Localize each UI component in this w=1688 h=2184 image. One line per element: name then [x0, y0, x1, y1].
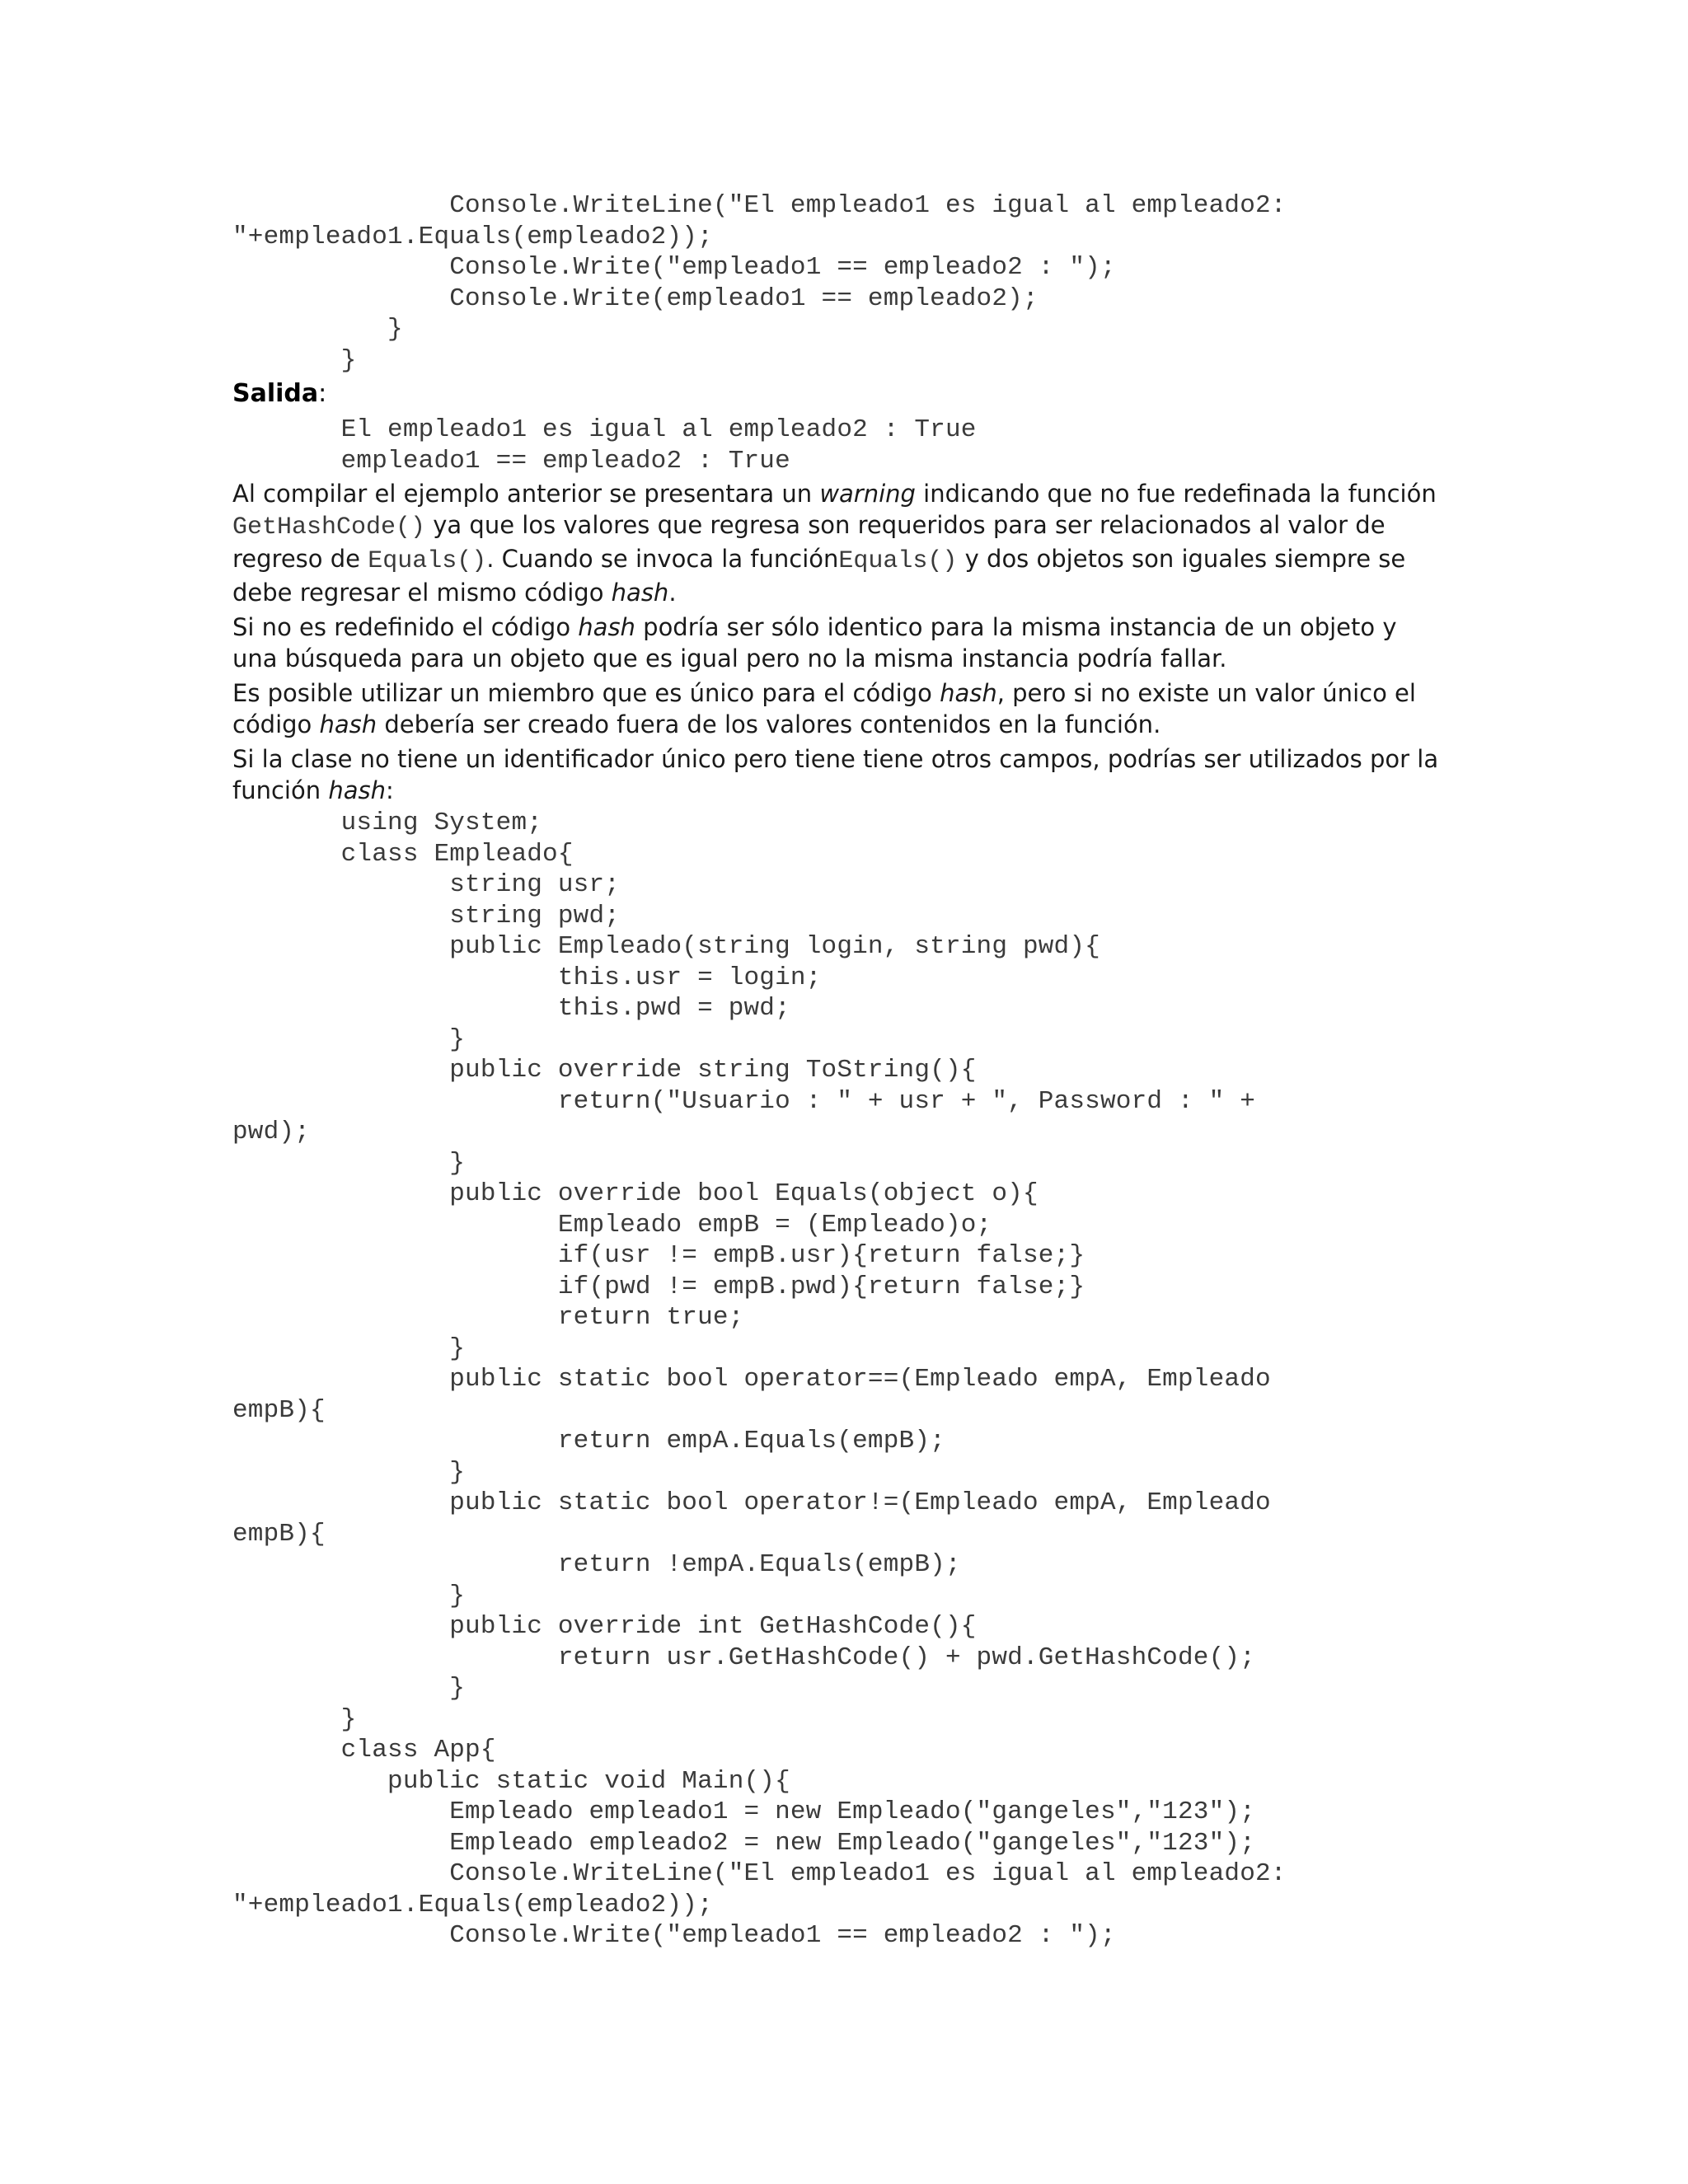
salida-colon: : — [318, 379, 327, 408]
code-line: public Empleado(string login, string pwd){ — [232, 932, 1100, 961]
code-line: public override int GetHashCode(){ — [232, 1612, 977, 1641]
code-line: public override bool Equals(object o){ — [232, 1179, 1039, 1208]
code-line: this.pwd = pwd; — [232, 994, 790, 1023]
code-line: "+empleado1.Equals(empleado2)); — [232, 1890, 713, 1919]
code-line: public static bool operator==(Empleado empA, Empleado — [232, 1365, 1271, 1394]
output-line: empleado1 == empleado2 : True — [232, 446, 790, 476]
code-line: class App{ — [232, 1736, 496, 1765]
code-line: if(usr != empB.usr){return false;} — [232, 1241, 1085, 1270]
code-line: } — [232, 1024, 466, 1054]
code-line: return empA.Equals(empB); — [232, 1427, 945, 1455]
code-line: Empleado empB = (Empleado)o; — [232, 1210, 992, 1240]
output-line: El empleado1 es igual al empleado2 : True — [232, 415, 977, 444]
code-line: "+empleado1.Equals(empleado2)); — [232, 222, 713, 251]
salida-heading — [232, 379, 326, 408]
code-line: using System; — [232, 808, 543, 837]
code-line: string usr; — [232, 870, 621, 899]
paragraph-redefinition: Si no es redefinido el código hash podría ser sólo identico para la misma instancia de un objeto y una búsqueda para un objeto que es igual pero no la misma instancia podría fallar. — [232, 613, 1397, 673]
code-line: return usr.GetHashCode() + pwd.GetHashCode(); — [232, 1643, 1255, 1672]
code-line: } — [232, 1581, 466, 1610]
code-line: return("Usuario : " + usr + ", Password : " + — [232, 1086, 1255, 1116]
code-line: } — [232, 1333, 466, 1363]
code-line: empB){ — [232, 1395, 326, 1425]
paragraph-gethashcode-warning: Al compilar el ejemplo anterior se presentara un warning indicando que no fue redefinada la función GetHashCode() ya que los valores que regresa son requeridos para ser relacionados al valor de regreso de Equals(). Cuando se invoca la funciónEquals() y dos objetos son iguales siempre se debe regresar el mismo código hash. — [232, 480, 1437, 607]
code-line: empB){ — [232, 1519, 326, 1549]
code-line: Empleado empleado1 = new Empleado("gangeles","123"); — [232, 1797, 1255, 1826]
code-line: } — [232, 1674, 466, 1703]
code-line: this.usr = login; — [232, 963, 822, 992]
code-line: } — [232, 315, 403, 344]
code-line: class Empleado{ — [232, 839, 574, 869]
code-line: pwd); — [232, 1118, 311, 1146]
code-line: } — [232, 1148, 466, 1178]
code-line: Console.WriteLine("El empleado1 es igual al empleado2: — [232, 1859, 1287, 1888]
code-line: } — [232, 1457, 466, 1487]
code-line: public static void Main(){ — [232, 1766, 790, 1796]
code-line: } — [232, 1704, 357, 1734]
code-line: public static bool operator!=(Empleado empA, Empleado — [232, 1488, 1271, 1517]
code-block-main — [232, 808, 1287, 1952]
paragraph-other-fields: Si la clase no tiene un identificador único pero tiene tiene otros campos, podrías ser utilizados por la función hash: — [232, 745, 1439, 804]
code-line: Empleado empleado2 = new Empleado("gangeles","123"); — [232, 1828, 1255, 1858]
code-line: } — [232, 345, 357, 375]
code-line: Console.Write("empleado1 == empleado2 : "); — [232, 253, 1116, 282]
paragraph-unique-member: Es posible utilizar un miembro que es único para el código hash, pero si no existe un valor único el código hash debería ser creado fuera de los valores contenidos en la función. — [232, 679, 1416, 738]
explanation-text — [232, 478, 1444, 806]
code-line: string pwd; — [232, 901, 621, 930]
code-line: Console.Write(empleado1 == empleado2); — [232, 284, 1039, 313]
code-block-top — [232, 190, 1287, 376]
output-block — [232, 415, 977, 476]
salida-label: Salida — [232, 379, 319, 408]
code-line: if(pwd != empB.pwd){return false;} — [232, 1272, 1085, 1301]
code-line: return true; — [232, 1303, 744, 1332]
code-line: public override string ToString(){ — [232, 1056, 977, 1085]
code-line: return !empA.Equals(empB); — [232, 1550, 961, 1579]
code-line: Console.WriteLine("El empleado1 es igual al empleado2: — [232, 191, 1287, 220]
code-line: Console.Write("empleado1 == empleado2 : "); — [232, 1921, 1116, 1950]
